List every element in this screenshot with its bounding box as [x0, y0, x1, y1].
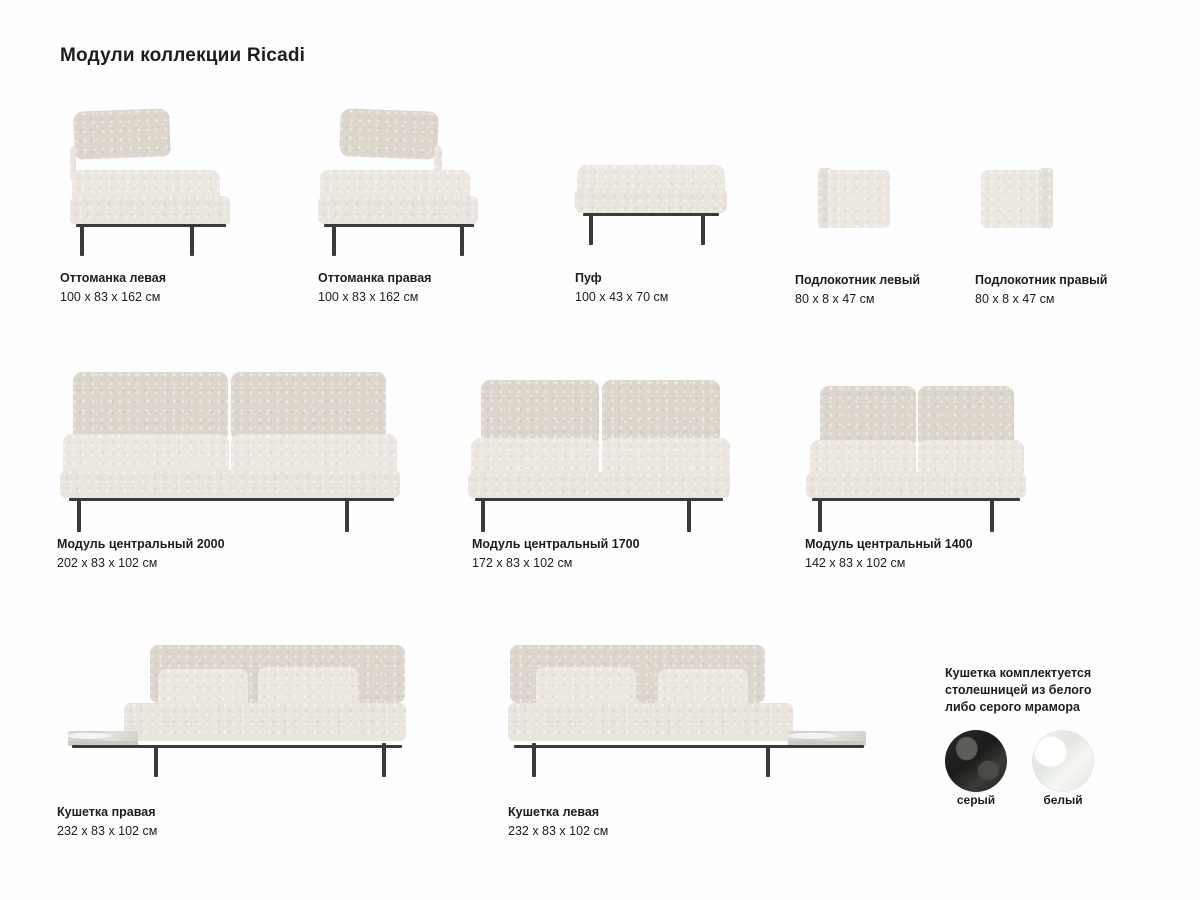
module-2000-name: Модуль центральный 2000 [57, 537, 225, 551]
ottoman-right-caption [318, 270, 431, 306]
module-1700-name: Модуль центральный 1700 [472, 537, 640, 551]
module-1700-caption [472, 536, 640, 572]
daybed-right-illustration [62, 645, 412, 785]
ottoman-left-name: Оттоманка левая [60, 271, 167, 285]
armrest-left-illustration [818, 168, 898, 238]
daybed-left-illustration [508, 645, 868, 785]
ottoman-right-name: Оттоманка правая [318, 271, 432, 285]
ottoman-left-illustration [60, 110, 270, 255]
module-2000-dims: 202 x 83 x 102 см [57, 556, 158, 570]
module-1700-illustration [465, 380, 725, 535]
daybed-right-caption [57, 804, 157, 840]
daybed-right-dims: 232 x 83 x 102 см [57, 824, 158, 838]
module-1400-dims: 142 x 83 x 102 см [805, 556, 906, 570]
pouf-dims: 100 x 43 x 70 см [575, 290, 669, 304]
swatch-grey-label: серый [956, 793, 996, 807]
daybed-right-name: Кушетка правая [57, 805, 156, 819]
armrest-left-caption [795, 272, 920, 308]
daybed-left-dims: 232 x 83 x 102 см [508, 824, 609, 838]
armrest-left-name: Подлокотник левый [795, 273, 921, 287]
pouf-illustration [575, 165, 735, 255]
module-1700-dims: 172 x 83 x 102 см [472, 556, 573, 570]
daybed-left-name: Кушетка левая [508, 805, 600, 819]
swatch-grey [945, 730, 1007, 792]
page-title: Модули коллекции Ricadi [60, 45, 306, 66]
armrest-left-dims: 80 x 8 x 47 см [795, 292, 875, 306]
module-1400-caption [805, 536, 973, 572]
module-2000-caption [57, 536, 225, 572]
armrest-right-name: Подлокотник правый [975, 273, 1108, 287]
module-1400-illustration [798, 386, 1028, 536]
ottoman-right-dims: 100 x 83 x 162 см [318, 290, 419, 304]
ottoman-right-illustration [318, 110, 528, 255]
armrest-right-caption [975, 272, 1107, 308]
swatch-white-label: белый [1043, 793, 1083, 807]
ottoman-left-caption [60, 270, 166, 306]
module-2000-illustration [55, 372, 405, 532]
daybed-left-caption [508, 804, 608, 840]
armrest-right-dims: 80 x 8 x 47 см [975, 292, 1055, 306]
marble-note: Кушетка комплектуется столешницей из белого либо серого мрамора [945, 666, 1092, 714]
swatch-white [1032, 730, 1094, 792]
armrest-right-illustration [975, 168, 1055, 238]
module-1400-name: Модуль центральный 1400 [805, 537, 973, 551]
ottoman-left-dims: 100 x 83 x 162 см [60, 290, 161, 304]
pouf-caption [575, 270, 668, 306]
pouf-name: Пуф [575, 271, 602, 285]
